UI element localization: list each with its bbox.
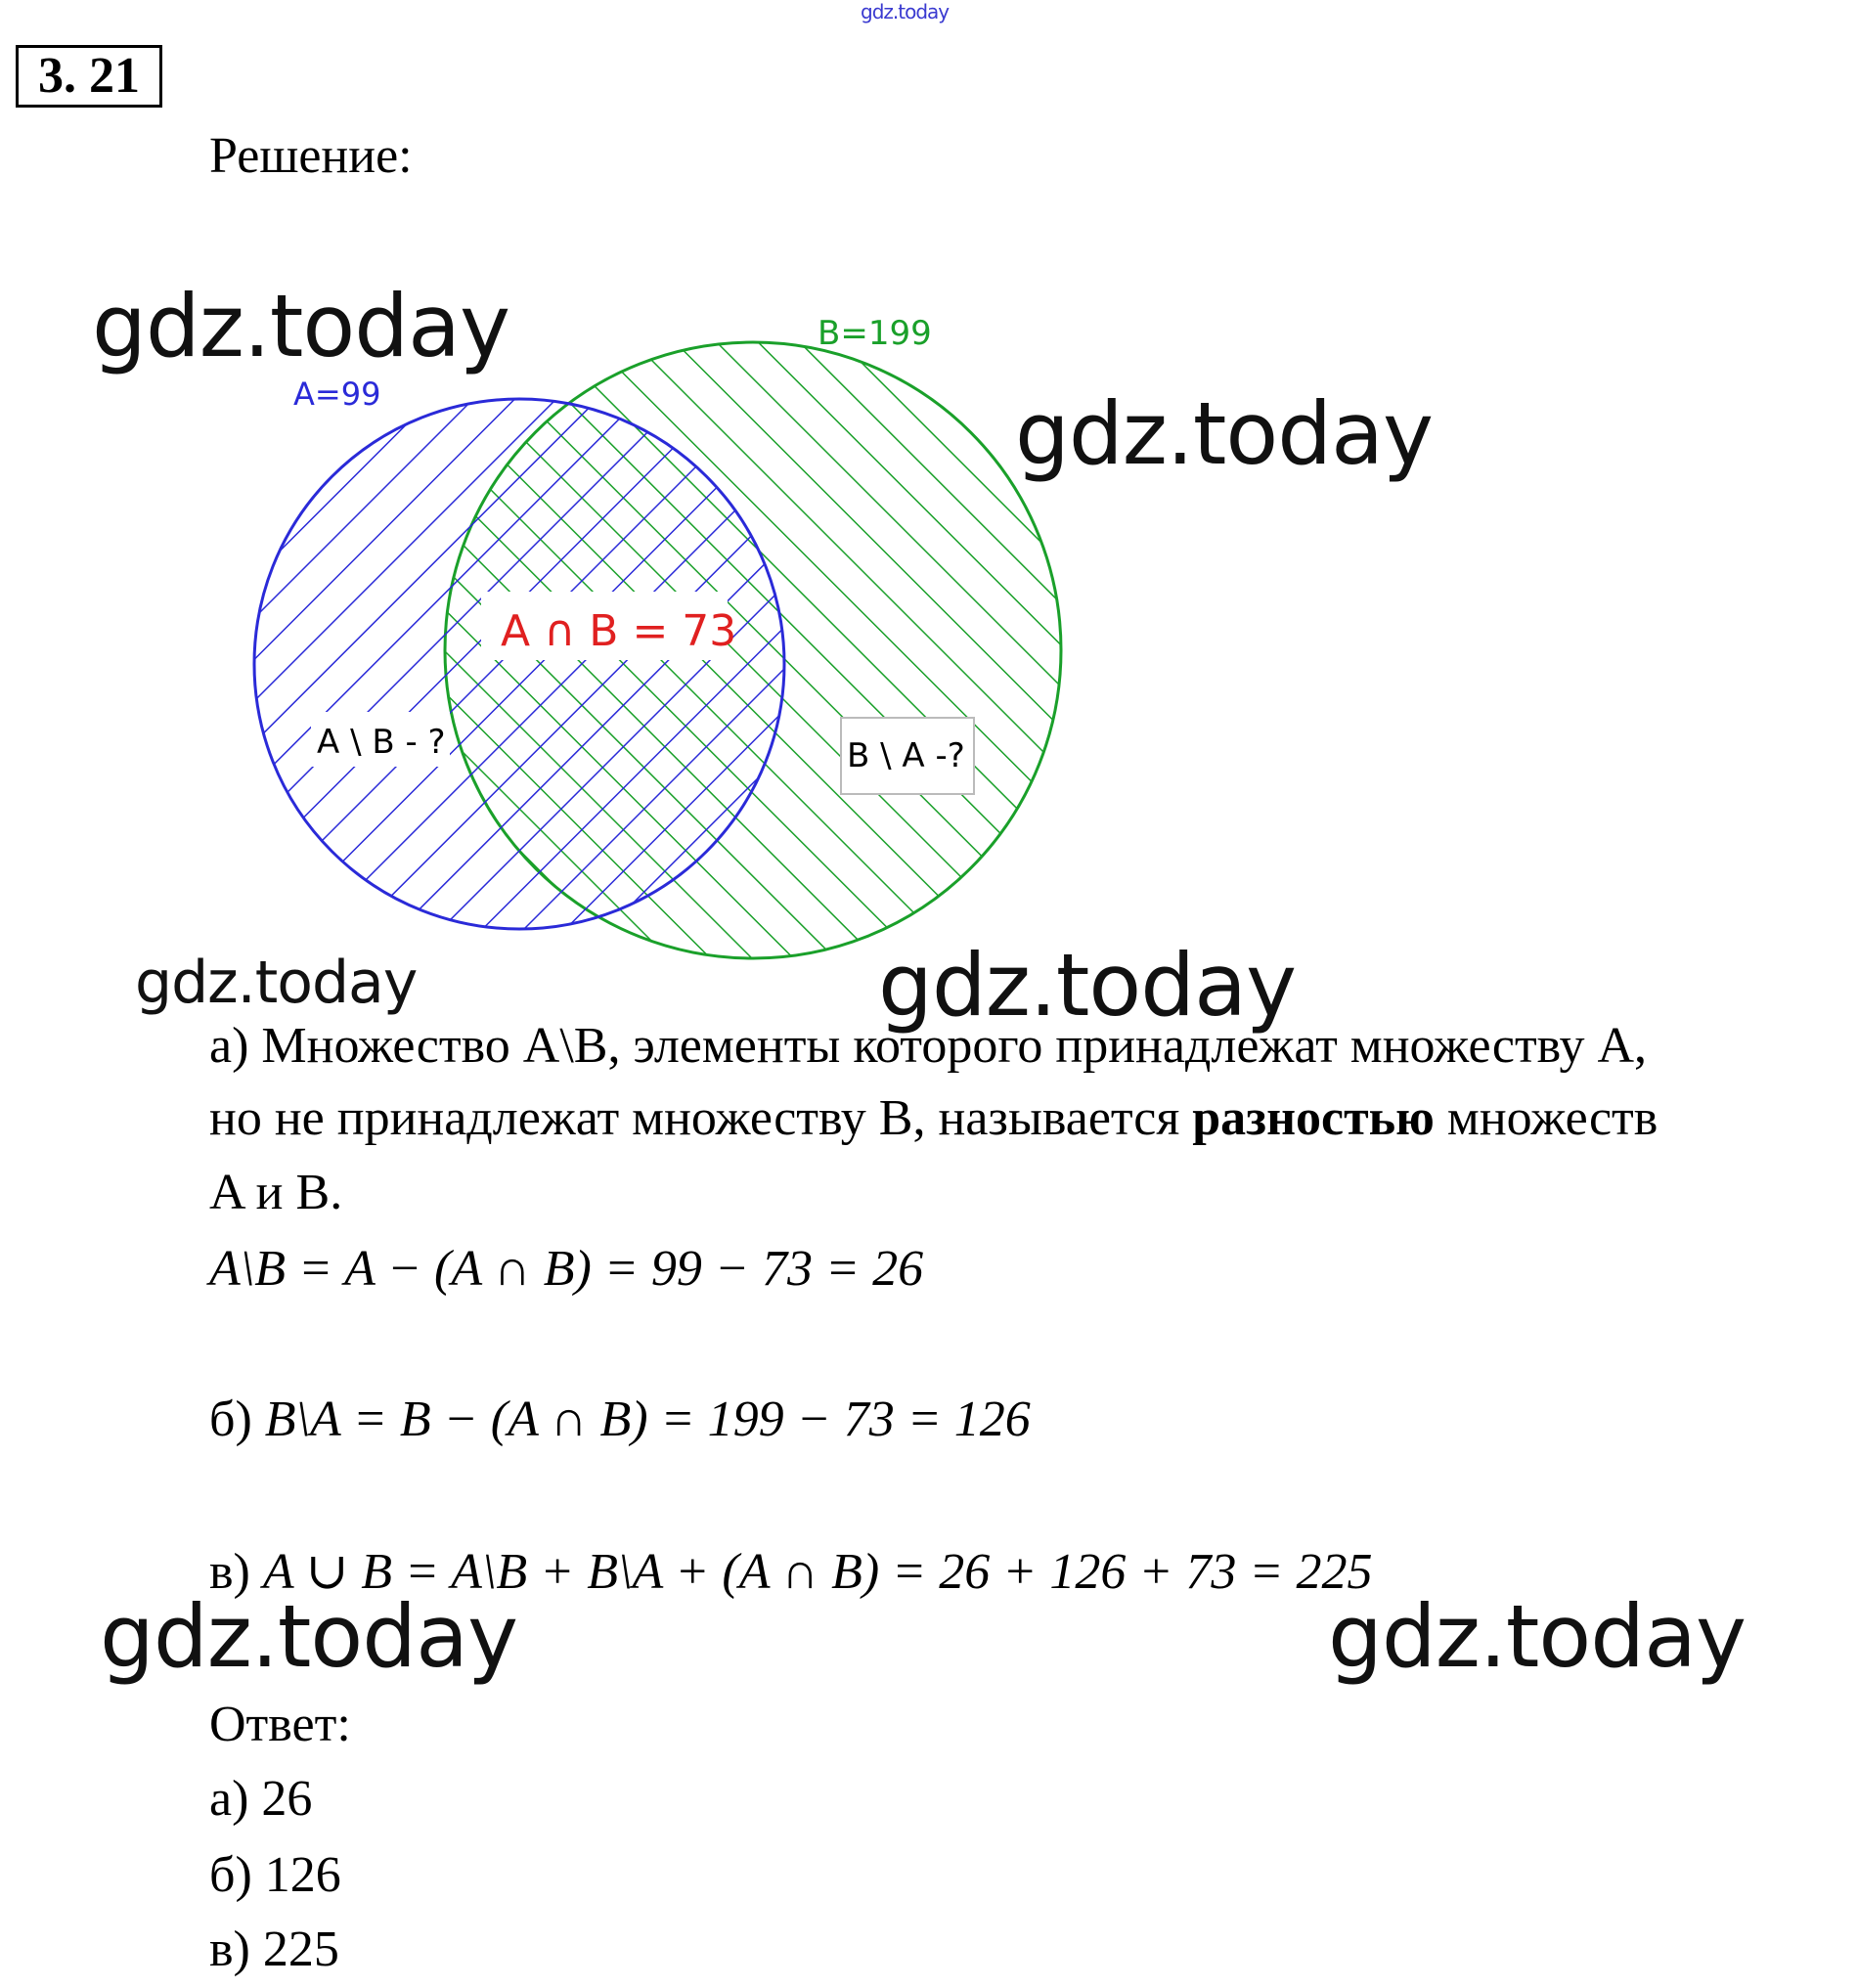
term-difference: разностью [1192, 1090, 1435, 1146]
solution-label: Решение: [209, 128, 413, 184]
watermark: gdz.today [100, 1586, 518, 1687]
part-a-line2-pre: но не принадлежат множеству B, называется [209, 1090, 1193, 1146]
watermark-top: gdz.today [861, 0, 950, 23]
part-a-line2-post: множеств [1434, 1090, 1658, 1146]
part-a-formula: A\B = A − (A ∩ B) = 99 − 73 = 26 [209, 1241, 924, 1297]
watermark: gdz.today [1328, 1586, 1746, 1687]
a-minus-b-label: A \ B - ? [317, 723, 446, 762]
watermark: gdz.today [135, 949, 418, 1017]
part-a-line1: а) Множество A\B, элементы которого принадлежат множеству A, [209, 1018, 1647, 1074]
part-b [209, 1389, 1031, 1451]
watermark: gdz.today [92, 276, 510, 376]
part-a-line2 [209, 1087, 1658, 1150]
answer-a: а) 26 [209, 1771, 313, 1827]
answer-b: б) 126 [209, 1847, 341, 1903]
intersection-label: A ∩ B = 73 [501, 606, 737, 656]
set-a-circle [254, 399, 784, 929]
answer-c: в) 225 [209, 1922, 339, 1977]
b-minus-a-label: B \ A -? [847, 736, 965, 775]
part-b-prefix: б) [209, 1392, 265, 1447]
watermark: gdz.today [1015, 383, 1434, 484]
part-b-formula: B\A = B − (A ∩ B) = 199 − 73 = 126 [264, 1392, 1031, 1447]
set-b-label: B=199 [818, 314, 932, 353]
set-a-label: A=99 [293, 376, 381, 413]
problem-number: 3. 21 [16, 45, 162, 108]
watermark: gdz.today [878, 935, 1297, 1036]
part-a-line3: A и B. [209, 1165, 343, 1220]
part-c-prefix: в) [209, 1544, 263, 1600]
part-c-formula: A ∪ B = A\B + B\A + (A ∩ B) = 26 + 126 + 73 = 225 [262, 1544, 1373, 1600]
answer-label: Ответ: [209, 1697, 351, 1752]
venn-diagram [0, 0, 1857, 978]
